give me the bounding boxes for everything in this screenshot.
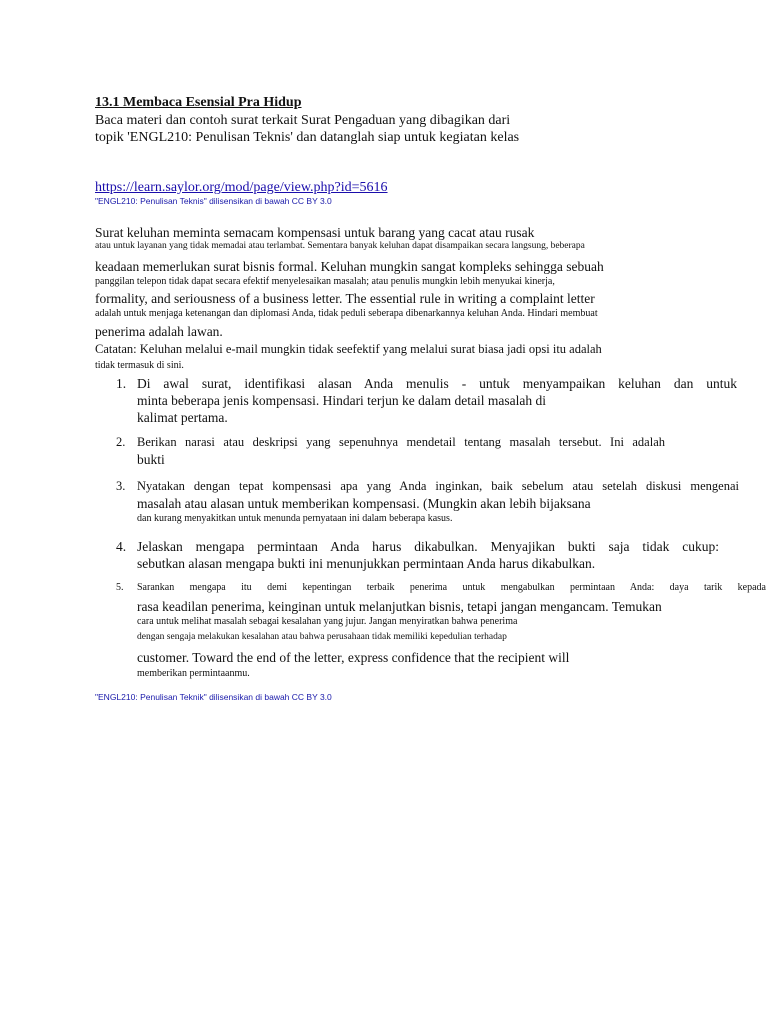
list-item-line: Berikan narasi atau deskripsi yang sepenuhnya mendetail tentang masalah tersebut. Ini adalah [137, 435, 665, 449]
list-item-line: cara untuk melihat masalah sebagai kesalahan yang jujur. Jangan menyiratkan bahwa penerima [137, 616, 518, 627]
paragraph-line: Surat keluhan meminta semacam kompensasi untuk barang yang cacat atau rusak [95, 225, 535, 240]
paragraph-line: formality, and seriousness of a business letter. The essential rule in writing a complaint letter [95, 291, 595, 306]
list-item-line: Jelaskan mengapa permintaan Anda harus dikabulkan. Menyajikan bukti saja tidak cukup: [137, 539, 719, 554]
list-item-line: dengan sengaja melakukan kesalahan atau bahwa perusahaan tidak memiliki kepedulian terhadap [137, 632, 507, 642]
intro-line-1: Baca materi dan contoh surat terkait Surat Pengaduan yang dibagikan dari [95, 113, 511, 128]
list-item-line: rasa keadilan penerima, keinginan untuk melanjutkan bisnis, tetapi jangan mengancam. Temukan [137, 599, 662, 614]
list-number: 4. [116, 539, 127, 554]
paragraph-line: adalah untuk menjaga ketenangan dan diplomasi Anda, tidak peduli seberapa dibenarkannya keluhan Anda. Hindari membuat [95, 308, 598, 319]
list-item-line: Sarankan mengapa itu demi kepentingan terbaik penerima untuk mengabulkan permintaan Anda: daya tarik kepada [137, 582, 766, 593]
paragraph-line: panggilan telepon tidak dapat secara efektif menyelesaikan masalah; atau penulis mungkin lebih menyukai kinerja, [95, 276, 555, 287]
list-item-line: customer. Toward the end of the letter, express confidence that the recipient will [137, 650, 570, 665]
license-credit-top: "ENGL210: Penulisan Teknis" dilisensikan di bawah CC BY 3.0 [95, 196, 332, 206]
paragraph-line: keadaan memerlukan surat bisnis formal. Keluhan mungkin sangat kompleks sehingga sebuah [95, 259, 604, 274]
list-number: 1. [116, 376, 127, 391]
list-item-line: memberikan permintaanmu. [137, 668, 250, 679]
intro-line-2: topik 'ENGL210: Penulisan Teknis' dan datanglah siap untuk kegiatan kelas [95, 130, 520, 145]
list-number: 5. [116, 582, 124, 593]
list-item-line: Di awal surat, identifikasi alasan Anda menulis - untuk menyampaikan keluhan dan untuk [137, 376, 737, 391]
license-credit-bottom: "ENGL210: Penulisan Teknik" dilisensikan di bawah CC BY 3.0 [95, 692, 332, 702]
list-item-line: sebutkan alasan mengapa bukti ini menunjukkan permintaan Anda harus dikabulkan. [137, 556, 596, 571]
list-item-line: masalah atau alasan untuk memberikan kompensasi. (Mungkin akan lebih bijaksana [137, 496, 591, 511]
list-number: 3. [116, 479, 126, 493]
list-item-line: bukti [137, 452, 165, 467]
paragraph-line: atau untuk layanan yang tidak memadai atau terlambat. Sementara banyak keluhan dapat disampaikan secara langsung, beberapa [95, 241, 585, 251]
list-number: 2. [116, 435, 126, 449]
document-title: 13.1 Membaca Esensial Pra Hidup [95, 95, 302, 110]
source-link[interactable]: https://learn.saylor.org/mod/page/view.php?id=5616 [95, 180, 388, 195]
list-item-line: minta beberapa jenis kompensasi. Hindari terjun ke dalam detail masalah di [137, 393, 546, 408]
list-item-line: Nyatakan dengan tepat kompensasi apa yang Anda inginkan, baik sebelum atau setelah diskusi mengenai [137, 479, 739, 493]
list-item-line: kalimat pertama. [137, 410, 228, 425]
paragraph-line: tidak termasuk di sini. [95, 360, 184, 371]
paragraph-line: Catatan: Keluhan melalui e-mail mungkin tidak seefektif yang melalui surat biasa jadi opsi itu adalah [95, 342, 602, 356]
list-item-line: dan kurang menyakitkan untuk menunda pernyataan ini dalam beberapa kasus. [137, 513, 453, 524]
paragraph-line: penerima adalah lawan. [95, 324, 223, 339]
